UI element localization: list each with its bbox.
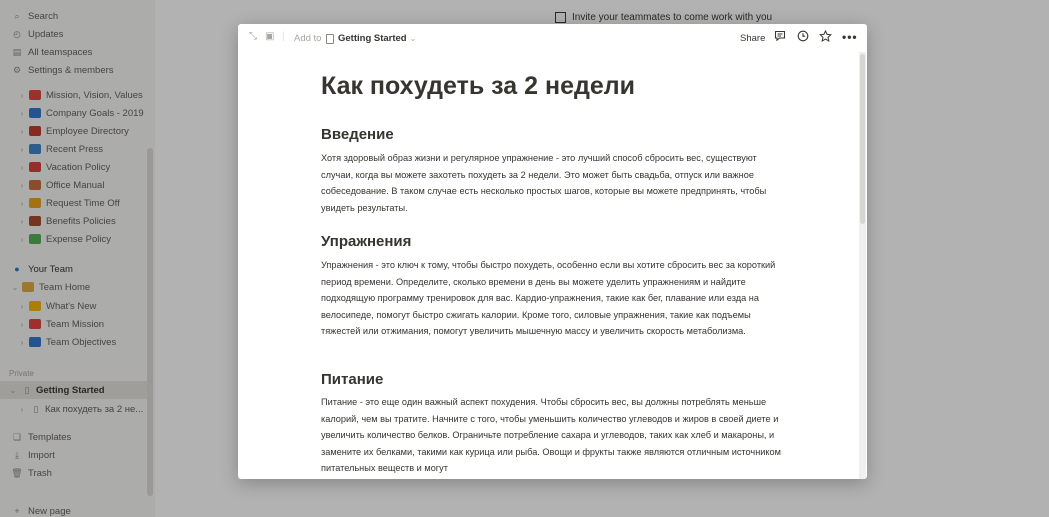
sidebar-item-label: Team Mission — [46, 318, 105, 330]
private-section-label: Private — [9, 368, 34, 378]
invite-text: Invite your teammates to come work with you — [572, 12, 773, 23]
page-icon: ▯ — [33, 403, 39, 414]
trash-icon: 🗑 — [11, 467, 23, 478]
sidebar-item-label: Templates — [28, 431, 72, 443]
section-heading[interactable]: Упражнения — [321, 233, 412, 250]
sidebar-item-label: Recent Press — [46, 143, 104, 155]
chevron-right-icon[interactable]: › — [20, 301, 24, 311]
sidebar-item-label: Search — [28, 10, 59, 22]
sidebar-item-label: Your Team — [28, 263, 73, 275]
section-heading[interactable]: Питание — [321, 371, 384, 388]
chevron-right-icon[interactable]: › — [20, 126, 24, 136]
star-icon[interactable] — [819, 30, 832, 46]
sidebar-item-label: Office Manual — [46, 179, 105, 191]
gear-icon: ⚙ — [12, 64, 22, 75]
sidebar-item-label: Employee Directory — [46, 125, 129, 137]
chevron-right-icon[interactable]: › — [20, 234, 24, 244]
parent-page-select[interactable] — [326, 33, 416, 44]
chevron-right-icon[interactable]: › — [20, 90, 24, 100]
sidebar-item-label: Trash — [28, 467, 52, 479]
open-as-page-icon[interactable]: ▣ — [265, 31, 275, 42]
plus-icon: + — [14, 506, 20, 516]
sidebar-item-label: Team Home — [39, 281, 91, 293]
clock-icon: ◴ — [13, 28, 21, 39]
history-icon[interactable] — [797, 30, 809, 45]
section-heading[interactable]: Введение — [321, 126, 394, 143]
modal-topbar — [238, 24, 867, 52]
import-icon: ⤓ — [15, 449, 19, 460]
page-icon: ▯ — [24, 384, 30, 395]
sidebar-item-label: Expense Policy — [46, 233, 111, 245]
new-page-label: New page — [28, 505, 71, 517]
sidebar-item-label: What's New — [46, 300, 97, 312]
chevron-right-icon[interactable]: › — [20, 180, 24, 190]
chevron-right-icon[interactable]: › — [20, 198, 24, 208]
page-peek-modal — [238, 24, 867, 479]
sidebar-item-label: Settings & members — [28, 64, 114, 76]
team-icon: ● — [14, 264, 20, 274]
more-icon[interactable]: ••• — [842, 30, 858, 44]
modal-scrollbar-thumb[interactable] — [860, 54, 865, 224]
chevron-right-icon[interactable]: › — [20, 216, 24, 226]
page-icon — [326, 34, 334, 44]
sidebar-item-label: Mission, Vision, Values — [46, 89, 143, 101]
sidebar-item-label: Import — [28, 449, 55, 461]
sidebar-item-label: Team Objectives — [46, 336, 117, 348]
sidebar-item-label: Как похудеть за 2 не... — [45, 403, 144, 415]
sidebar-item-label: Request Time Off — [46, 197, 120, 209]
share-button[interactable]: Share — [740, 33, 766, 44]
chevron-right-icon[interactable]: › — [20, 162, 24, 172]
sidebar-item-label: Benefits Policies — [46, 215, 116, 227]
chevron-right-icon[interactable]: › — [20, 404, 24, 414]
chevron-right-icon[interactable]: › — [20, 319, 24, 329]
add-to-label: Add to — [294, 33, 322, 44]
comment-icon[interactable] — [774, 30, 786, 45]
chevron-down-icon[interactable]: ⌄ — [11, 282, 19, 292]
sidebar-item-label: Vacation Policy — [46, 161, 111, 173]
section-paragraph[interactable]: Хотя здоровый образ жизни и регулярное упражнение - это лучший способ сбросить вес, существуют случаи, когда вы можете захотеть похудеть за 2 недели. Это может быть свадьба, отпуск или важное собеседование. В таком случае есть несколько простых шагов, которые вы можете предпринять, чтобы увидеть результаты. — [321, 153, 767, 213]
sidebar-item-label: Getting Started — [36, 384, 105, 396]
chevron-right-icon[interactable]: › — [20, 337, 24, 347]
chevron-right-icon[interactable]: › — [20, 144, 24, 154]
page-title[interactable]: Как похудеть за 2 недели — [321, 72, 635, 100]
search-icon: ⌕ — [14, 10, 20, 21]
chevron-down-icon[interactable]: ⌄ — [9, 385, 17, 395]
sidebar-item-label: Updates — [28, 28, 64, 40]
divider: | — [282, 31, 285, 42]
teamspaces-icon: ▤ — [12, 46, 22, 57]
templates-icon: ❏ — [12, 431, 22, 442]
chevron-down-icon: ⌄ — [409, 34, 417, 43]
sidebar-item-label: Company Goals - 2019 — [46, 107, 144, 119]
section-paragraph[interactable]: Питание - это еще один важный аспект похудения. Чтобы сбросить вес, вы должны потреблять меньше калорий, чем вы тратите. Начните с того, чтобы уменьшить количество углеводов и жиров в своей диете и увеличить количество белков. Ограничьте потребление сахара и углеводов, таких как хлеб и макароны, и замените их белками, такими как курица или рыба. Овощи и фрукты также являются отличным источником питательных веществ и могут — [321, 397, 781, 473]
parent-page-name: Getting Started — [338, 33, 407, 44]
sidebar-item-label: All teamspaces — [28, 46, 93, 58]
section-paragraph[interactable]: Упражнения - это ключ к тому, чтобы быстро похудеть, особенно если вы хотите сбросить вес за короткий период времени. Определите, сколько времени в день вы можете уделить упражнениям и найдите подходящую программу тренировок для вас. Кардио-упражнения, такие как бег, плавание или езда на велосипеде, помогут быстро сжигать калории. Кроме того, силовые упражнения, такие как подъемы тяжестей или отжимания, помогут увеличить мышечную массу и увеличить скорость метаболизма. — [321, 260, 776, 336]
expand-icon[interactable]: ⤡ — [249, 31, 257, 42]
chevron-right-icon[interactable]: › — [20, 108, 24, 118]
